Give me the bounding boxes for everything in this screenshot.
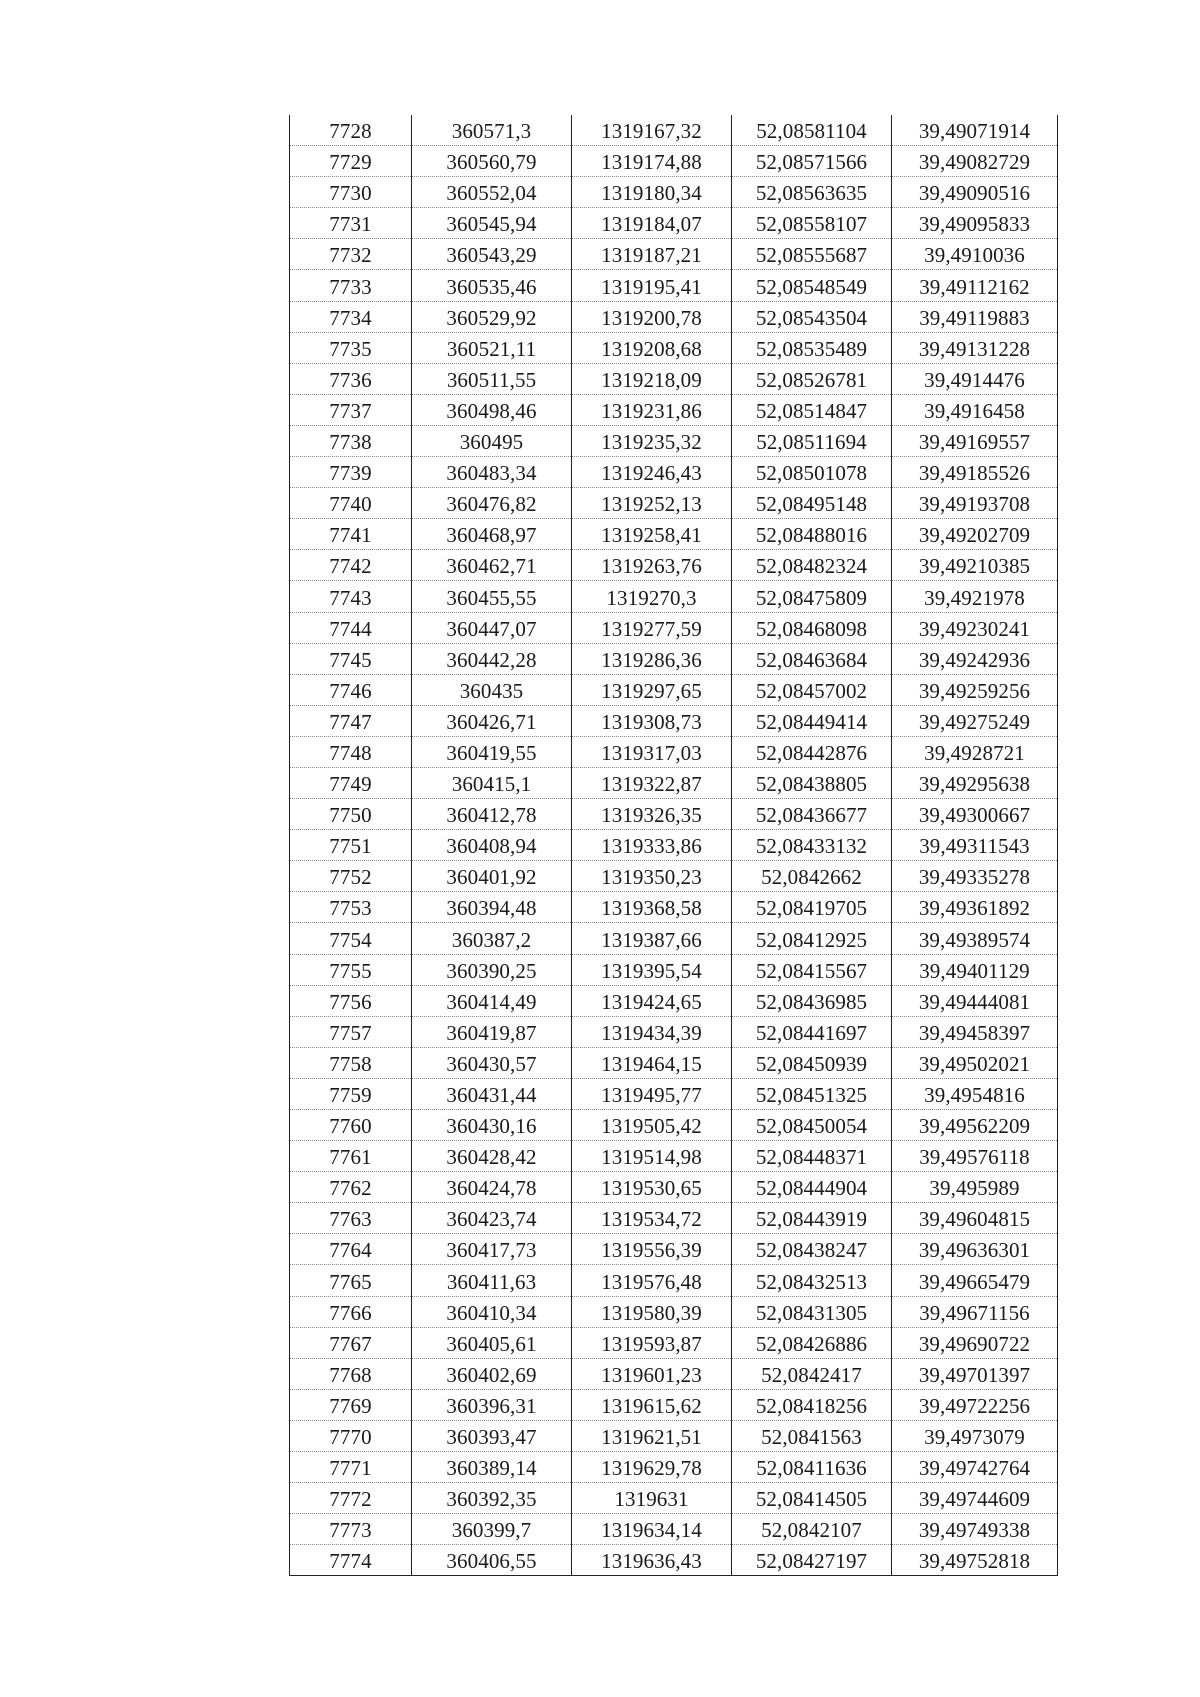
point-number-cell: 7747 [290,705,412,736]
latitude-cell: 52,08514847 [732,394,892,425]
table-row [290,425,1058,456]
longitude-cell: 39,49193708 [892,488,1058,519]
latitude-cell: 52,0841563 [732,1420,892,1451]
longitude-cell: 39,49604815 [892,1203,1058,1234]
table-row [290,643,1058,674]
point-number-cell: 7773 [290,1514,412,1545]
latitude-cell: 52,08450054 [732,1110,892,1141]
table-row [290,457,1058,488]
point-number-cell: 7759 [290,1078,412,1109]
longitude-cell: 39,49722256 [892,1389,1058,1420]
longitude-cell: 39,49458397 [892,1016,1058,1047]
table-row [290,892,1058,923]
y-coordinate-cell: 1319184,07 [572,208,732,239]
longitude-cell: 39,49300667 [892,799,1058,830]
x-coordinate-cell: 360410,34 [412,1296,572,1327]
latitude-cell: 52,08432513 [732,1265,892,1296]
latitude-cell: 52,08418256 [732,1389,892,1420]
y-coordinate-cell: 1319195,41 [572,270,732,301]
x-coordinate-cell: 360390,25 [412,954,572,985]
latitude-cell: 52,08427197 [732,1545,892,1576]
latitude-cell: 52,08438247 [732,1234,892,1265]
x-coordinate-cell: 360476,82 [412,488,572,519]
y-coordinate-cell: 1319200,78 [572,301,732,332]
longitude-cell: 39,49295638 [892,767,1058,798]
table-row [290,1420,1058,1451]
longitude-cell: 39,4914476 [892,363,1058,394]
y-coordinate-cell: 1319326,35 [572,799,732,830]
table-row [290,363,1058,394]
longitude-cell: 39,49202709 [892,519,1058,550]
table-row [290,1203,1058,1234]
y-coordinate-cell: 1319576,48 [572,1265,732,1296]
y-coordinate-cell: 1319631 [572,1483,732,1514]
longitude-cell: 39,495989 [892,1172,1058,1203]
point-number-cell: 7757 [290,1016,412,1047]
y-coordinate-cell: 1319270,3 [572,581,732,612]
y-coordinate-cell: 1319534,72 [572,1203,732,1234]
point-number-cell: 7737 [290,394,412,425]
x-coordinate-cell: 360545,94 [412,208,572,239]
y-coordinate-cell: 1319387,66 [572,923,732,954]
latitude-cell: 52,0842107 [732,1514,892,1545]
y-coordinate-cell: 1319636,43 [572,1545,732,1576]
longitude-cell: 39,49335278 [892,861,1058,892]
point-number-cell: 7762 [290,1172,412,1203]
y-coordinate-cell: 1319322,87 [572,767,732,798]
latitude-cell: 52,08411636 [732,1452,892,1483]
y-coordinate-cell: 1319629,78 [572,1452,732,1483]
x-coordinate-cell: 360401,92 [412,861,572,892]
y-coordinate-cell: 1319530,65 [572,1172,732,1203]
point-number-cell: 7736 [290,363,412,394]
longitude-cell: 39,49361892 [892,892,1058,923]
y-coordinate-cell: 1319286,36 [572,643,732,674]
longitude-cell: 39,49701397 [892,1358,1058,1389]
x-coordinate-cell: 360529,92 [412,301,572,332]
x-coordinate-cell: 360435 [412,674,572,705]
y-coordinate-cell: 1319218,09 [572,363,732,394]
x-coordinate-cell: 360389,14 [412,1452,572,1483]
longitude-cell: 39,49401129 [892,954,1058,985]
longitude-cell: 39,49311543 [892,830,1058,861]
table-row [290,799,1058,830]
y-coordinate-cell: 1319263,76 [572,550,732,581]
point-number-cell: 7739 [290,457,412,488]
x-coordinate-cell: 360426,71 [412,705,572,736]
y-coordinate-cell: 1319464,15 [572,1047,732,1078]
latitude-cell: 52,08526781 [732,363,892,394]
latitude-cell: 52,08463684 [732,643,892,674]
x-coordinate-cell: 360405,61 [412,1327,572,1358]
latitude-cell: 52,08412925 [732,923,892,954]
table-row [290,1078,1058,1109]
y-coordinate-cell: 1319368,58 [572,892,732,923]
x-coordinate-cell: 360552,04 [412,177,572,208]
table-row [290,1327,1058,1358]
point-number-cell: 7740 [290,488,412,519]
point-number-cell: 7755 [290,954,412,985]
x-coordinate-cell: 360495 [412,425,572,456]
table-row [290,270,1058,301]
point-number-cell: 7731 [290,208,412,239]
table-row [290,923,1058,954]
longitude-cell: 39,49444081 [892,985,1058,1016]
latitude-cell: 52,08433132 [732,830,892,861]
latitude-cell: 52,08548549 [732,270,892,301]
x-coordinate-cell: 360392,35 [412,1483,572,1514]
table-row [290,705,1058,736]
latitude-cell: 52,08426886 [732,1327,892,1358]
table-row [290,208,1058,239]
latitude-cell: 52,08543504 [732,301,892,332]
longitude-cell: 39,49752818 [892,1545,1058,1576]
longitude-cell: 39,49576118 [892,1141,1058,1172]
x-coordinate-cell: 360411,63 [412,1265,572,1296]
x-coordinate-cell: 360417,73 [412,1234,572,1265]
y-coordinate-cell: 1319167,32 [572,115,732,146]
table-row [290,674,1058,705]
table-row [290,146,1058,177]
longitude-cell: 39,4928721 [892,736,1058,767]
latitude-cell: 52,08581104 [732,115,892,146]
x-coordinate-cell: 360412,78 [412,799,572,830]
latitude-cell: 52,08444904 [732,1172,892,1203]
point-number-cell: 7728 [290,115,412,146]
point-number-cell: 7769 [290,1389,412,1420]
x-coordinate-cell: 360521,11 [412,332,572,363]
point-number-cell: 7732 [290,239,412,270]
latitude-cell: 52,0842662 [732,861,892,892]
y-coordinate-cell: 1319246,43 [572,457,732,488]
x-coordinate-cell: 360387,2 [412,923,572,954]
longitude-cell: 39,49671156 [892,1296,1058,1327]
latitude-cell: 52,08535489 [732,332,892,363]
x-coordinate-cell: 360442,28 [412,643,572,674]
table-row [290,1514,1058,1545]
point-number-cell: 7767 [290,1327,412,1358]
x-coordinate-cell: 360414,49 [412,985,572,1016]
y-coordinate-cell: 1319308,73 [572,705,732,736]
latitude-cell: 52,08482324 [732,550,892,581]
longitude-cell: 39,4973079 [892,1420,1058,1451]
y-coordinate-cell: 1319187,21 [572,239,732,270]
x-coordinate-cell: 360428,42 [412,1141,572,1172]
y-coordinate-cell: 1319235,32 [572,425,732,456]
x-coordinate-cell: 360423,74 [412,1203,572,1234]
table-row [290,612,1058,643]
longitude-cell: 39,49230241 [892,612,1058,643]
longitude-cell: 39,49210385 [892,550,1058,581]
y-coordinate-cell: 1319495,77 [572,1078,732,1109]
table-row [290,1047,1058,1078]
y-coordinate-cell: 1319593,87 [572,1327,732,1358]
longitude-cell: 39,49119883 [892,301,1058,332]
latitude-cell: 52,08558107 [732,208,892,239]
latitude-cell: 52,08438805 [732,767,892,798]
x-coordinate-cell: 360511,55 [412,363,572,394]
latitude-cell: 52,08511694 [732,425,892,456]
x-coordinate-cell: 360483,34 [412,457,572,488]
y-coordinate-cell: 1319621,51 [572,1420,732,1451]
table-row [290,1016,1058,1047]
table-row [290,1296,1058,1327]
table-row [290,301,1058,332]
point-number-cell: 7745 [290,643,412,674]
y-coordinate-cell: 1319174,88 [572,146,732,177]
latitude-cell: 52,08448371 [732,1141,892,1172]
table-row [290,394,1058,425]
longitude-cell: 39,49665479 [892,1265,1058,1296]
longitude-cell: 39,49095833 [892,208,1058,239]
point-number-cell: 7744 [290,612,412,643]
y-coordinate-cell: 1319505,42 [572,1110,732,1141]
coordinates-table [289,115,1058,1576]
latitude-cell: 52,08436985 [732,985,892,1016]
longitude-cell: 39,49742764 [892,1452,1058,1483]
point-number-cell: 7765 [290,1265,412,1296]
point-number-cell: 7735 [290,332,412,363]
point-number-cell: 7749 [290,767,412,798]
longitude-cell: 39,49744609 [892,1483,1058,1514]
y-coordinate-cell: 1319424,65 [572,985,732,1016]
latitude-cell: 52,08442876 [732,736,892,767]
point-number-cell: 7771 [290,1452,412,1483]
x-coordinate-cell: 360402,69 [412,1358,572,1389]
point-number-cell: 7748 [290,736,412,767]
y-coordinate-cell: 1319395,54 [572,954,732,985]
longitude-cell: 39,49082729 [892,146,1058,177]
point-number-cell: 7756 [290,985,412,1016]
point-number-cell: 7758 [290,1047,412,1078]
longitude-cell: 39,49562209 [892,1110,1058,1141]
point-number-cell: 7750 [290,799,412,830]
table-row [290,1483,1058,1514]
y-coordinate-cell: 1319514,98 [572,1141,732,1172]
longitude-cell: 39,4910036 [892,239,1058,270]
longitude-cell: 39,49169557 [892,425,1058,456]
point-number-cell: 7743 [290,581,412,612]
table-row [290,519,1058,550]
latitude-cell: 52,08443919 [732,1203,892,1234]
longitude-cell: 39,49275249 [892,705,1058,736]
longitude-cell: 39,49242936 [892,643,1058,674]
point-number-cell: 7754 [290,923,412,954]
latitude-cell: 52,08431305 [732,1296,892,1327]
longitude-cell: 39,4916458 [892,394,1058,425]
y-coordinate-cell: 1319601,23 [572,1358,732,1389]
x-coordinate-cell: 360399,7 [412,1514,572,1545]
table-row [290,1358,1058,1389]
x-coordinate-cell: 360543,29 [412,239,572,270]
latitude-cell: 52,08495148 [732,488,892,519]
latitude-cell: 52,08414505 [732,1483,892,1514]
y-coordinate-cell: 1319258,41 [572,519,732,550]
point-number-cell: 7766 [290,1296,412,1327]
latitude-cell: 52,08468098 [732,612,892,643]
latitude-cell: 52,08436677 [732,799,892,830]
point-number-cell: 7733 [290,270,412,301]
x-coordinate-cell: 360571,3 [412,115,572,146]
table-row [290,1389,1058,1420]
x-coordinate-cell: 360415,1 [412,767,572,798]
y-coordinate-cell: 1319208,68 [572,332,732,363]
longitude-cell: 39,49749338 [892,1514,1058,1545]
y-coordinate-cell: 1319634,14 [572,1514,732,1545]
y-coordinate-cell: 1319297,65 [572,674,732,705]
longitude-cell: 39,49131228 [892,332,1058,363]
point-number-cell: 7734 [290,301,412,332]
table-row [290,1110,1058,1141]
latitude-cell: 52,08555687 [732,239,892,270]
y-coordinate-cell: 1319277,59 [572,612,732,643]
table-row [290,985,1058,1016]
latitude-cell: 52,08415567 [732,954,892,985]
x-coordinate-cell: 360455,55 [412,581,572,612]
y-coordinate-cell: 1319434,39 [572,1016,732,1047]
x-coordinate-cell: 360430,57 [412,1047,572,1078]
coordinates-table-body [290,115,1058,1576]
table-row [290,954,1058,985]
x-coordinate-cell: 360419,55 [412,736,572,767]
y-coordinate-cell: 1319180,34 [572,177,732,208]
x-coordinate-cell: 360394,48 [412,892,572,923]
x-coordinate-cell: 360498,46 [412,394,572,425]
latitude-cell: 52,08419705 [732,892,892,923]
y-coordinate-cell: 1319231,86 [572,394,732,425]
x-coordinate-cell: 360430,16 [412,1110,572,1141]
table-row [290,1172,1058,1203]
table-row [290,332,1058,363]
x-coordinate-cell: 360535,46 [412,270,572,301]
longitude-cell: 39,49636301 [892,1234,1058,1265]
x-coordinate-cell: 360468,97 [412,519,572,550]
table-row [290,1452,1058,1483]
table-row [290,830,1058,861]
point-number-cell: 7742 [290,550,412,581]
table-row [290,1234,1058,1265]
table-row [290,767,1058,798]
point-number-cell: 7761 [290,1141,412,1172]
y-coordinate-cell: 1319615,62 [572,1389,732,1420]
point-number-cell: 7774 [290,1545,412,1576]
latitude-cell: 52,08450939 [732,1047,892,1078]
latitude-cell: 52,08449414 [732,705,892,736]
longitude-cell: 39,49259256 [892,674,1058,705]
point-number-cell: 7764 [290,1234,412,1265]
longitude-cell: 39,49389574 [892,923,1058,954]
longitude-cell: 39,49185526 [892,457,1058,488]
latitude-cell: 52,08451325 [732,1078,892,1109]
x-coordinate-cell: 360462,71 [412,550,572,581]
point-number-cell: 7746 [290,674,412,705]
latitude-cell: 52,08475809 [732,581,892,612]
point-number-cell: 7760 [290,1110,412,1141]
x-coordinate-cell: 360447,07 [412,612,572,643]
x-coordinate-cell: 360431,44 [412,1078,572,1109]
point-number-cell: 7752 [290,861,412,892]
longitude-cell: 39,4921978 [892,581,1058,612]
longitude-cell: 39,49112162 [892,270,1058,301]
table-row [290,550,1058,581]
point-number-cell: 7751 [290,830,412,861]
point-number-cell: 7770 [290,1420,412,1451]
point-number-cell: 7772 [290,1483,412,1514]
latitude-cell: 52,08501078 [732,457,892,488]
table-row [290,115,1058,146]
y-coordinate-cell: 1319580,39 [572,1296,732,1327]
point-number-cell: 7768 [290,1358,412,1389]
point-number-cell: 7753 [290,892,412,923]
x-coordinate-cell: 360393,47 [412,1420,572,1451]
x-coordinate-cell: 360560,79 [412,146,572,177]
latitude-cell: 52,08441697 [732,1016,892,1047]
table-row [290,239,1058,270]
longitude-cell: 39,49090516 [892,177,1058,208]
point-number-cell: 7763 [290,1203,412,1234]
y-coordinate-cell: 1319350,23 [572,861,732,892]
longitude-cell: 39,49502021 [892,1047,1058,1078]
latitude-cell: 52,0842417 [732,1358,892,1389]
x-coordinate-cell: 360408,94 [412,830,572,861]
x-coordinate-cell: 360424,78 [412,1172,572,1203]
y-coordinate-cell: 1319252,13 [572,488,732,519]
point-number-cell: 7730 [290,177,412,208]
latitude-cell: 52,08563635 [732,177,892,208]
longitude-cell: 39,49071914 [892,115,1058,146]
longitude-cell: 39,49690722 [892,1327,1058,1358]
latitude-cell: 52,08457002 [732,674,892,705]
table-row [290,1265,1058,1296]
table-row [290,1141,1058,1172]
y-coordinate-cell: 1319333,86 [572,830,732,861]
x-coordinate-cell: 360396,31 [412,1389,572,1420]
y-coordinate-cell: 1319556,39 [572,1234,732,1265]
longitude-cell: 39,4954816 [892,1078,1058,1109]
point-number-cell: 7738 [290,425,412,456]
point-number-cell: 7729 [290,146,412,177]
table-row [290,177,1058,208]
latitude-cell: 52,08571566 [732,146,892,177]
table-row [290,488,1058,519]
point-number-cell: 7741 [290,519,412,550]
table-row [290,581,1058,612]
table-row [290,1545,1058,1576]
table-row [290,736,1058,767]
y-coordinate-cell: 1319317,03 [572,736,732,767]
x-coordinate-cell: 360406,55 [412,1545,572,1576]
x-coordinate-cell: 360419,87 [412,1016,572,1047]
latitude-cell: 52,08488016 [732,519,892,550]
table-row [290,861,1058,892]
